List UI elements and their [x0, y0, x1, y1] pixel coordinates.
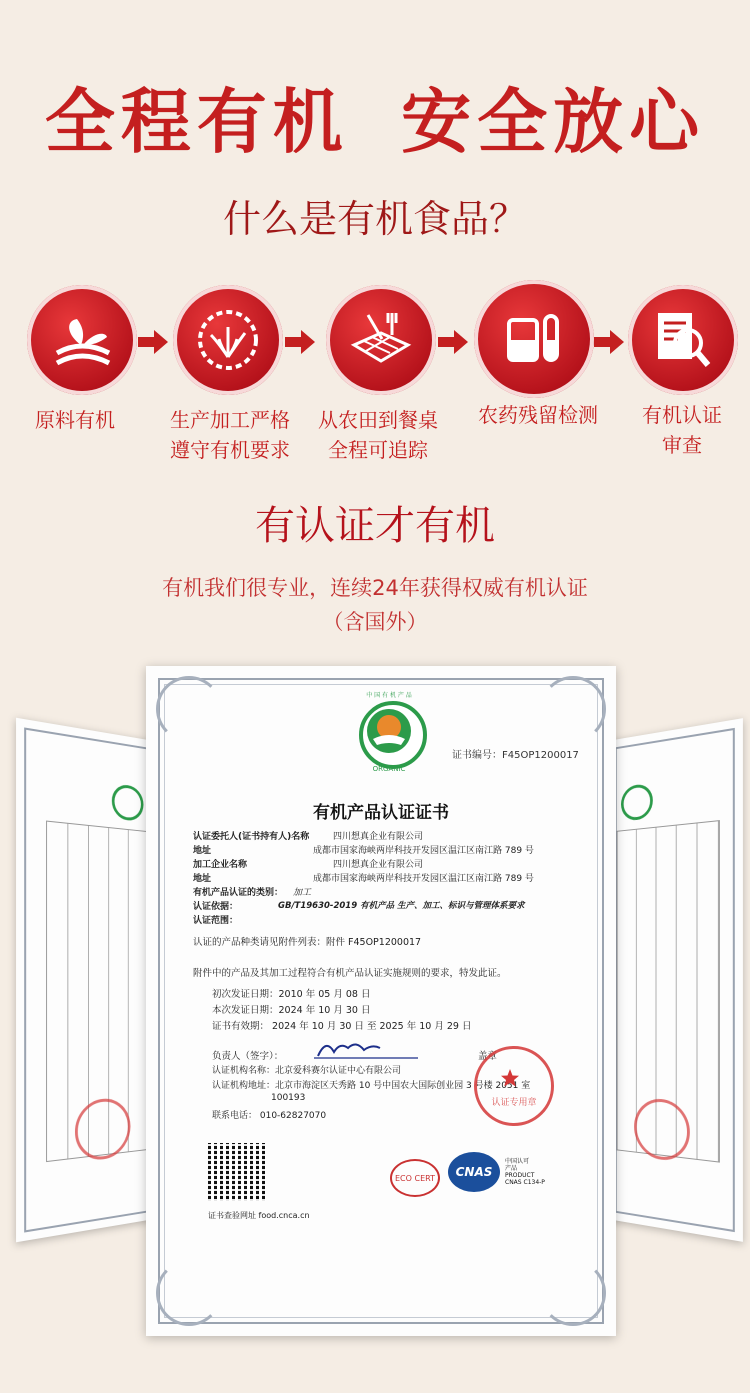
client-label: 认证委托人(证书持有人)名称 — [193, 832, 310, 842]
address2-value: 成都市国家海峡两岸科技开发园区温江区南江路 789 号 — [313, 874, 534, 884]
cnas-text: 中国认可 产品 PRODUCT CNAS C134-P — [505, 1158, 545, 1186]
phone: 联系电话： 010-62827070 — [212, 1111, 327, 1121]
seal-star-icon — [500, 1068, 520, 1088]
step-3-circle — [326, 285, 436, 395]
section-text-2: （含国外） — [322, 610, 428, 634]
cnas-logo: CNAS — [448, 1152, 500, 1192]
category-label: 有机产品认证的类别： — [193, 888, 284, 898]
org-address: 认证机构地址：北京市海淀区天秀路 10 号中国农大国际创业园 3 号楼 2051 室 — [212, 1081, 531, 1091]
address2-label: 地址 — [193, 874, 212, 884]
arrow-icon — [594, 328, 624, 356]
sprout-gear-icon — [193, 305, 263, 375]
arrow-icon — [138, 328, 168, 356]
step-1-circle — [27, 285, 137, 395]
farm-to-table-icon — [346, 305, 416, 375]
plant-icon — [47, 305, 117, 375]
corner-ornament-icon — [156, 676, 222, 742]
organic-logo — [359, 701, 427, 769]
page-subtitle: 什么是有机食品？ — [222, 197, 527, 241]
step-4-label: 农药残留检测 — [478, 403, 598, 427]
address-value: 成都市国家海峡两岸科技开发园区温江区南江路 789 号 — [313, 846, 534, 856]
processor-label: 加工企业名称 — [193, 860, 248, 870]
first-issue-date: 初次发证日期：2010 年 05 月 08 日 — [212, 989, 371, 1000]
left-certificate — [16, 718, 155, 1243]
category-value: 加工 — [293, 888, 312, 898]
step-2-label: 生产加工严格 遵守有机要求 — [170, 408, 290, 462]
query-site: 证书查验网址 food.cnca.cn — [208, 1211, 310, 1220]
organic-logo-text: 中 国 有 机 产 品 — [366, 692, 412, 699]
document-search-icon — [648, 305, 718, 375]
qr-code-icon — [208, 1143, 266, 1201]
address-label: 地址 — [193, 846, 212, 856]
postcode: 100193 — [271, 1093, 306, 1103]
signer-label: 负责人（签字）： — [212, 1051, 284, 1062]
conformity-note: 附件中的产品及其加工过程符合有机产品认证实施规则的要求，特发此证。 — [193, 968, 507, 979]
section-heading: 有认证才有机 — [255, 503, 495, 549]
appendix-note: 认证的产品种类请见附件列表：附件 F45OP1200017 — [193, 937, 422, 948]
section-text-1: 有机我们很专业，连续24年获得权威有机认证 — [162, 576, 588, 600]
client-value: 四川想真企业有限公司 — [333, 832, 424, 842]
ecocert-logo: ECO CERT — [390, 1159, 440, 1197]
step-3-label: 从农田到餐桌 全程可追踪 — [318, 408, 438, 462]
seal-text: 认证专用章 — [491, 1097, 537, 1108]
corner-ornament-icon — [156, 1260, 222, 1326]
step-5-label: 有机认证 审查 — [642, 403, 722, 457]
lab-test-icon — [499, 304, 569, 374]
basis-value: GB/T19630-2019 有机产品 生产、加工、标识与管理体系要求 — [278, 901, 525, 911]
certificate-title: 有机产品认证证书 — [313, 803, 449, 823]
scope-label: 认证范围： — [193, 916, 239, 926]
corner-ornament-icon — [540, 1260, 606, 1326]
basis-label: 认证依据： — [193, 902, 239, 912]
processor-value: 四川想真企业有限公司 — [333, 860, 424, 870]
organic-logo-subtext: ORGANIC — [372, 765, 406, 773]
certificate-number: 证书编号：F45OP1200017 — [452, 750, 579, 761]
step-2-circle — [173, 285, 283, 395]
right-certificate — [608, 718, 743, 1242]
validity-period: 证书有效期： 2024 年 10 月 30 日 至 2025 年 10 月 29 日 — [212, 1021, 472, 1032]
arrow-icon — [285, 328, 315, 356]
seal-label: 盖章 — [478, 1051, 498, 1062]
step-4-circle — [474, 280, 594, 398]
page-title: 全程有机 安全放心 — [44, 80, 706, 163]
step-5-circle — [628, 285, 738, 395]
this-issue-date: 本次发证日期：2024 年 10 月 30 日 — [212, 1005, 371, 1016]
signature-icon — [310, 1034, 420, 1062]
arrow-icon — [438, 328, 468, 356]
org-name: 认证机构名称：北京爱科赛尔认证中心有限公司 — [212, 1066, 402, 1076]
step-1-label: 原料有机 — [35, 408, 115, 432]
corner-ornament-icon — [540, 676, 606, 742]
